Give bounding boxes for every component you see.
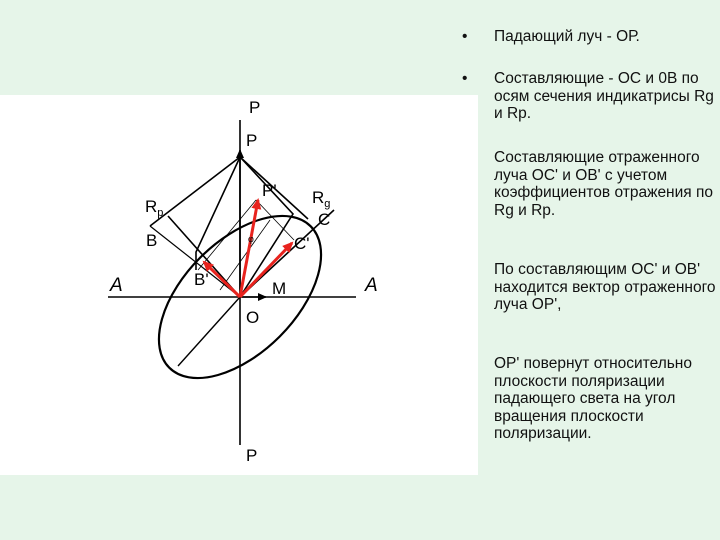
bullet-text: Составляющие отраженного луча ОС' и ОВ' с учетом коэффициентов отражения по Rg и Rp. — [494, 149, 713, 219]
label-c-prime: C' — [294, 234, 310, 253]
label-b: B — [146, 231, 158, 250]
label-r-p: $R_p$ — [145, 197, 164, 219]
label-p-bottom: P — [246, 446, 258, 465]
reflected-ob-prime — [204, 262, 240, 297]
label-b-prime: B' — [194, 270, 209, 289]
b-to-p — [150, 157, 240, 226]
polarization-diagram — [0, 95, 478, 475]
label-a-left: A — [110, 275, 123, 296]
bullet-text: Составляющие - ОС и 0В по осям сечения индикатрисы Rg и Rp. — [494, 70, 714, 122]
label-a-right: A — [365, 275, 378, 296]
axis-diag — [178, 297, 240, 366]
bullet-text: Падающий луч - ОР. — [494, 28, 640, 45]
label-c: C — [318, 210, 331, 229]
thin-line-3 — [220, 220, 270, 290]
label-p-upper: P — [246, 131, 258, 150]
bullet-dot: • — [462, 70, 468, 87]
label-m: M — [272, 279, 287, 298]
figure-panel — [0, 95, 478, 475]
label-p-top: P — [249, 98, 261, 117]
label-o: O — [246, 308, 260, 327]
label-r-g: $R_g$ — [312, 188, 331, 210]
bullet-dot: • — [462, 28, 468, 45]
label-p-prime: P' — [262, 181, 277, 200]
bullet-text: По составляющим ОС' и ОВ' находится вектор отраженного луча ОР', — [494, 261, 716, 313]
bullet-text: ОР' повернут относительно плоскости поляризации падающего света на угол вращения плоскости поляризации. — [494, 355, 692, 442]
label-phi: φ — [248, 234, 254, 244]
